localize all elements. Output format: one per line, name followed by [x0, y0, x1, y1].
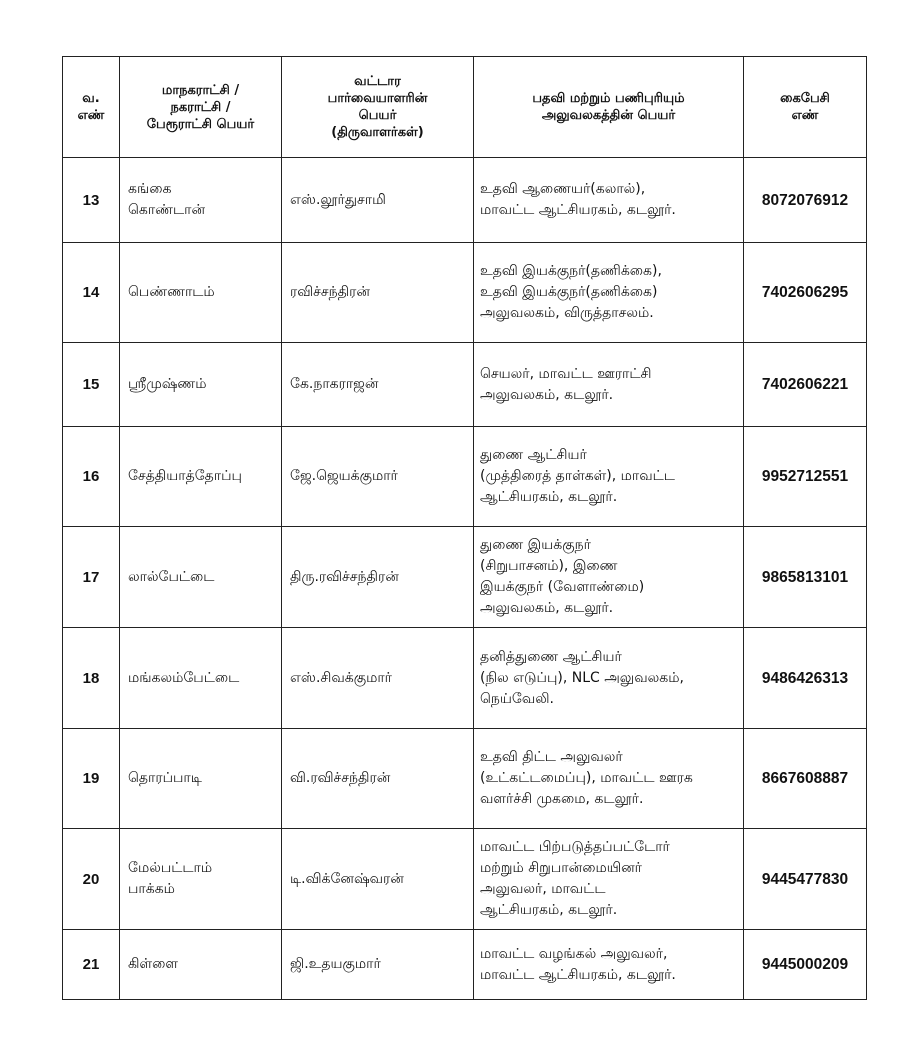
officer-name: கே.நாகராஜன்	[282, 343, 474, 427]
serial-number: 14	[63, 243, 120, 343]
table-row	[63, 427, 867, 527]
cell-line: ஆட்சியரகம், கடலூர்.	[480, 902, 618, 918]
cell-line: மாநகராட்சி /	[161, 82, 240, 98]
cell-line: (முத்திரைத் தாள்கள்), மாவட்ட	[480, 468, 675, 484]
officer-name: வி.ரவிச்சந்திரன்	[282, 729, 474, 829]
cell-line: (திருவாளர்கள்)	[331, 125, 424, 140]
cell-line: தனித்துணை ஆட்சியர்	[480, 648, 622, 665]
office-name	[474, 829, 744, 930]
cell-line: மேல்பட்டாம்	[128, 860, 213, 876]
serial-number: 19	[63, 729, 120, 829]
cell-line: அலுவலகம், கடலூர்.	[480, 386, 614, 403]
serial-number: 16	[63, 427, 120, 527]
officer-name: ஜி.உதயகுமார்	[282, 930, 474, 1000]
cell-line: இயக்குநர் (வேளாண்மை)	[480, 579, 645, 595]
office-name	[474, 628, 744, 729]
cell-line: மாவட்ட ஆட்சியரகம், கடலூர்.	[480, 202, 676, 218]
officer-name: ஜே.ஜெயக்குமார்	[282, 427, 474, 527]
table-row	[63, 527, 867, 628]
officer-name: எஸ்.லூர்துசாமி	[282, 158, 474, 243]
table-row	[63, 158, 867, 243]
body-name	[120, 527, 282, 628]
phone-number: 9486426313	[744, 628, 867, 729]
office-name	[474, 930, 744, 1000]
cell-line: மற்றும் சிறுபான்மையினர்	[480, 860, 642, 876]
serial-number: 20	[63, 829, 120, 930]
phone-number: 8667608887	[744, 729, 867, 829]
body-name	[120, 829, 282, 930]
header-office-name	[474, 57, 744, 158]
phone-number: 9445000209	[744, 930, 867, 1000]
cell-line: துணை இயக்குநர்	[480, 537, 591, 553]
office-name	[474, 427, 744, 527]
body-name	[120, 729, 282, 829]
cell-line: எண்	[791, 108, 819, 123]
header-phone-number	[744, 57, 867, 158]
cell-line: பதவி மற்றும் பணிபுரியும்	[532, 91, 685, 106]
officers-table	[62, 56, 867, 1000]
cell-line: நகராட்சி /	[170, 99, 231, 115]
serial-number: 15	[63, 343, 120, 427]
officer-name: திரு.ரவிச்சந்திரன்	[282, 527, 474, 628]
cell-line: செயலர், மாவட்ட ஊராட்சி	[480, 365, 652, 382]
cell-line: கொண்டான்	[128, 202, 206, 218]
cell-line: மங்கலம்பேட்டை	[128, 669, 240, 686]
cell-line: அலுவலகத்தின் பெயர்	[541, 108, 676, 123]
header-body-name	[120, 57, 282, 158]
cell-line: வ.	[82, 91, 100, 106]
serial-number: 21	[63, 930, 120, 1000]
cell-line: எண்	[77, 108, 105, 123]
cell-line: மாவட்ட பிற்படுத்தப்பட்டோர்	[480, 839, 670, 855]
cell-line: உதவி இயக்குநர்(தணிக்கை),	[480, 263, 662, 279]
officer-name: ரவிச்சந்திரன்	[282, 243, 474, 343]
phone-number: 9865813101	[744, 527, 867, 628]
cell-line: உதவி இயக்குநர்(தணிக்கை)	[480, 284, 658, 300]
cell-line: பார்வையாளரின்	[327, 91, 428, 106]
cell-line: தொரப்பாடி	[128, 770, 202, 786]
cell-line: மாவட்ட ஆட்சியரகம், கடலூர்.	[480, 966, 676, 983]
cell-line: (நில எடுப்பு), NLC அலுவலகம்,	[480, 669, 684, 686]
table-header-row	[63, 57, 867, 158]
body-name	[120, 343, 282, 427]
serial-number: 13	[63, 158, 120, 243]
phone-number: 7402606221	[744, 343, 867, 427]
body-name	[120, 628, 282, 729]
officer-name: டி.விக்னேஷ்வரன்	[282, 829, 474, 930]
cell-line: (சிறுபாசனம்), இணை	[480, 558, 618, 574]
serial-number: 18	[63, 628, 120, 729]
cell-line: மாவட்ட வழங்கல் அலுவலர்,	[480, 945, 668, 962]
table-row	[63, 628, 867, 729]
cell-line: ஸ்ரீமுஷ்ணம்	[128, 376, 207, 392]
officer-name: எஸ்.சிவக்குமார்	[282, 628, 474, 729]
cell-line: நெய்வேலி.	[480, 690, 554, 707]
cell-line: சேத்தியாத்தோப்பு	[128, 468, 242, 484]
table-row	[63, 343, 867, 427]
phone-number: 9445477830	[744, 829, 867, 930]
table-row	[63, 829, 867, 930]
office-name	[474, 343, 744, 427]
body-name	[120, 427, 282, 527]
cell-line: வளர்ச்சி முகமை, கடலூர்.	[480, 791, 644, 807]
cell-line: அலுவலகம், கடலூர்.	[480, 600, 614, 616]
cell-line: கங்கை	[128, 181, 172, 197]
cell-line: துணை ஆட்சியர்	[480, 447, 587, 463]
office-name	[474, 243, 744, 343]
cell-line: உதவி ஆணையர்(கலால்),	[480, 181, 646, 197]
phone-number: 7402606295	[744, 243, 867, 343]
office-name	[474, 729, 744, 829]
cell-line: வட்டார	[354, 74, 401, 89]
cell-line: பெண்ணாடம்	[128, 284, 215, 300]
cell-line: கைபேசி	[780, 91, 830, 106]
cell-line: (உட்கட்டமைப்பு), மாவட்ட ஊரக	[480, 770, 693, 786]
body-name	[120, 243, 282, 343]
phone-number: 8072076912	[744, 158, 867, 243]
body-name	[120, 158, 282, 243]
cell-line: கிள்ளை	[128, 956, 178, 972]
cell-line: லால்பேட்டை	[128, 568, 215, 585]
office-name	[474, 158, 744, 243]
table-row	[63, 930, 867, 1000]
cell-line: பேரூராட்சி பெயர்	[146, 116, 255, 132]
cell-line: அலுவலர், மாவட்ட	[480, 881, 606, 897]
office-name	[474, 527, 744, 628]
body-name	[120, 930, 282, 1000]
phone-number: 9952712551	[744, 427, 867, 527]
cell-line: பாக்கம்	[128, 881, 175, 897]
serial-number: 17	[63, 527, 120, 628]
cell-line: உதவி திட்ட அலுவலர்	[480, 749, 623, 765]
header-officer-name	[282, 57, 474, 158]
cell-line: ஆட்சியரகம், கடலூர்.	[480, 489, 618, 505]
cell-line: பெயர்	[358, 108, 397, 123]
table-row	[63, 729, 867, 829]
header-serial-number	[63, 57, 120, 158]
cell-line: அலுவலகம், விருத்தாசலம்.	[480, 305, 654, 321]
table-row	[63, 243, 867, 343]
